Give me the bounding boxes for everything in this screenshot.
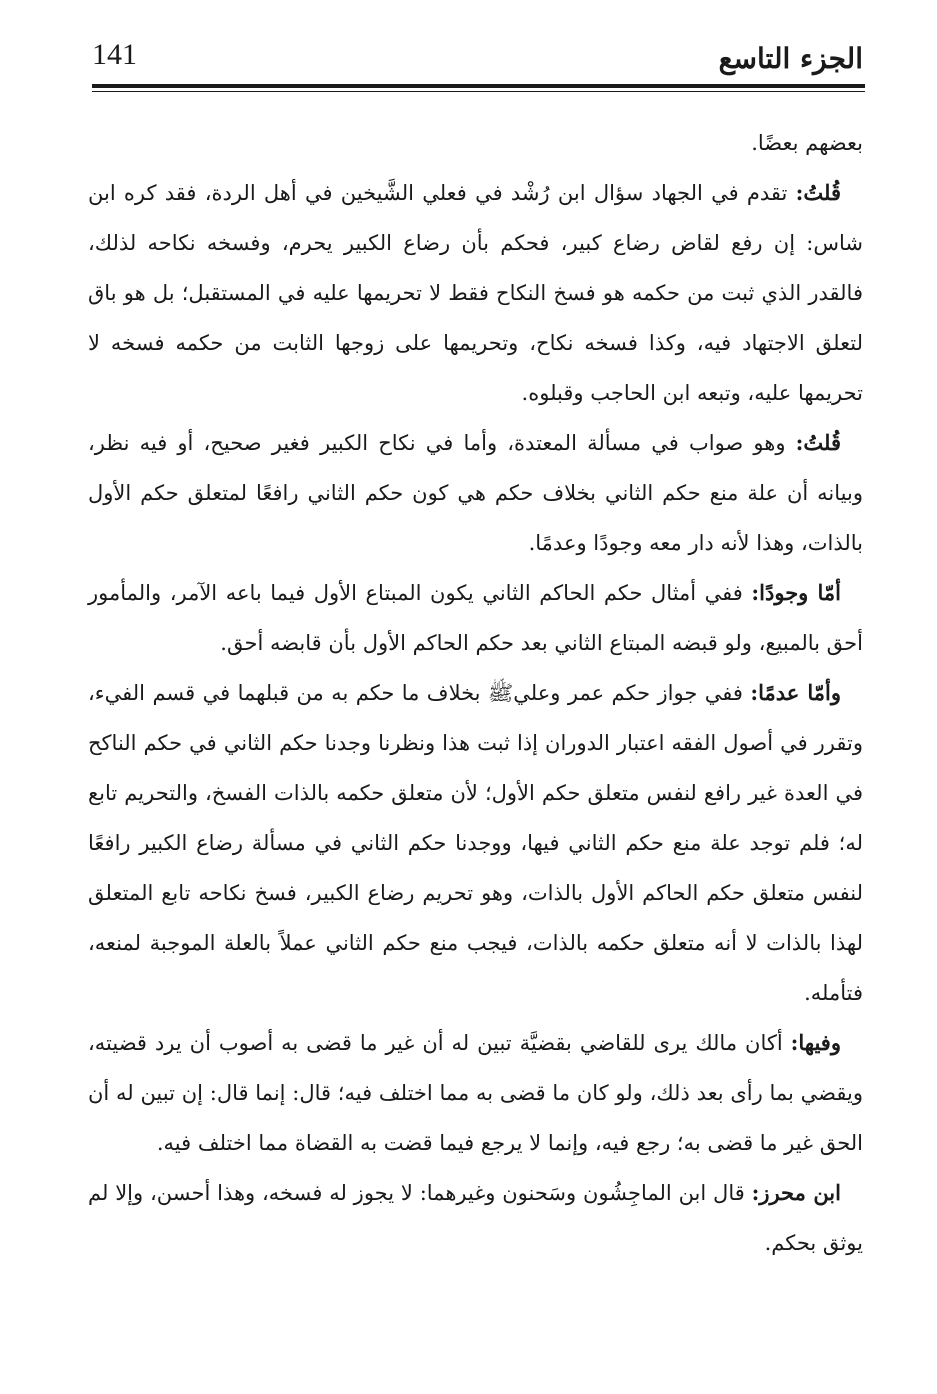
paragraph-lead: وفيها:	[790, 1030, 841, 1055]
paragraph-lead: أمّا وجودًا:	[751, 580, 841, 605]
paragraph	[88, 568, 863, 668]
paragraph-lead: قُلتُ:	[795, 180, 841, 205]
page-number: 141	[92, 38, 137, 71]
paragraph	[88, 118, 863, 168]
paragraph-text: ففي أمثال حكم الحاكم الثاني يكون المبتاع الأول فيما باعه الآمر، والمأمور أحق بالمبيع، ولو قبضه المبتاع الثاني بعد حكم الحاكم الأول بأن قابضه أحق.	[88, 581, 863, 655]
paragraph	[88, 1018, 863, 1168]
paragraph	[88, 168, 863, 418]
paragraph-lead: ابن محرز:	[751, 1180, 841, 1205]
paragraph-text: ففي جواز حكم عمر وعليﷺ بخلاف ما حكم به من قبلهما في قسم الفيء، وتقرر في أصول الفقه اعتبار الدوران إذا ثبت هذا ونظرنا وجدنا حكم الثاني في حكم الناكح في العدة غير رافع لنفس متعلق حكم الأول؛ لأن متعلق حكمه بالذات الفسخ، والتحريم تابع له؛ فلم توجد علة منع حكم الثاني فيها، ووجدنا حكم الثاني في مسألة رضاع الكبير رافعًا لنفس متعلق حكم الحاكم الأول بالذات، وهو تحريم رضاع الكبير، فسخ نكاحه تابع المتعلق لهذا بالذات لا أنه متعلق حكمه بالذات، فيجب منع حكم الثاني عملاً بالعلة الموجبة لمنعه، فتأمله.	[88, 681, 863, 1005]
paragraph-text: بعضهم بعضًا.	[751, 131, 863, 155]
paragraph	[88, 668, 863, 1018]
paragraph	[88, 1168, 863, 1268]
paragraph-lead: قُلتُ:	[795, 430, 841, 455]
paragraph-text: تقدم في الجهاد سؤال ابن رُشْد في فعلي الشَّيخين في أهل الردة، فقد كره ابن شاس: إن رفع لقاض رضاع كبير، فحكم بأن رضاع الكبير يحرم، وفسخه نكاحه لذلك، فالقدر الذي ثبت من حكمه هو فسخ النكاح فقط لا تحريمها عليه في المستقبل؛ بل هو باق لتعلق الاجتهاد فيه، وكذا فسخه نكاح، وتحريمها على زوجها الثابت من حكمه فسخه لا تحريمها عليه، وتبعه ابن الحاجب وقبلوه.	[88, 181, 863, 405]
running-head: الجزء التاسع	[718, 42, 863, 75]
paragraph-text: أكان مالك يرى للقاضي بقضيَّة تبين له أن غير ما قضى به أصوب أن يرد قضيته، ويقضي بما رأى بعد ذلك، ولو كان ما قضى به مما اختلف فيه؛ قال: إنما قال: إن تبين له أن الحق غير ما قضى به؛ رجع فيه، وإنما لا يرجع فيما قضت به القضاة مما اختلف فيه.	[88, 1031, 863, 1155]
paragraph	[88, 418, 863, 568]
paragraph-text: قال ابن الماجِشُون وسَحنون وغيرهما: لا يجوز له فسخه، وهذا أحسن، وإلا لم يوثق بحكم.	[88, 1181, 863, 1255]
paragraph-text: وهو صواب في مسألة المعتدة، وأما في نكاح الكبير فغير صحيح، أو فيه نظر، وبيانه أن علة منع حكم الثاني بخلاف حكم هي كون حكم الثاني رافعًا لمتعلق حكم الأول بالذات، وهذا لأنه دار معه وجودًا وعدمًا.	[88, 431, 863, 555]
paragraph-lead: وأمّا عدمًا:	[750, 680, 841, 705]
body-text	[88, 118, 863, 1268]
header-rule-thin	[92, 91, 865, 92]
header-rule-thick	[92, 84, 865, 88]
